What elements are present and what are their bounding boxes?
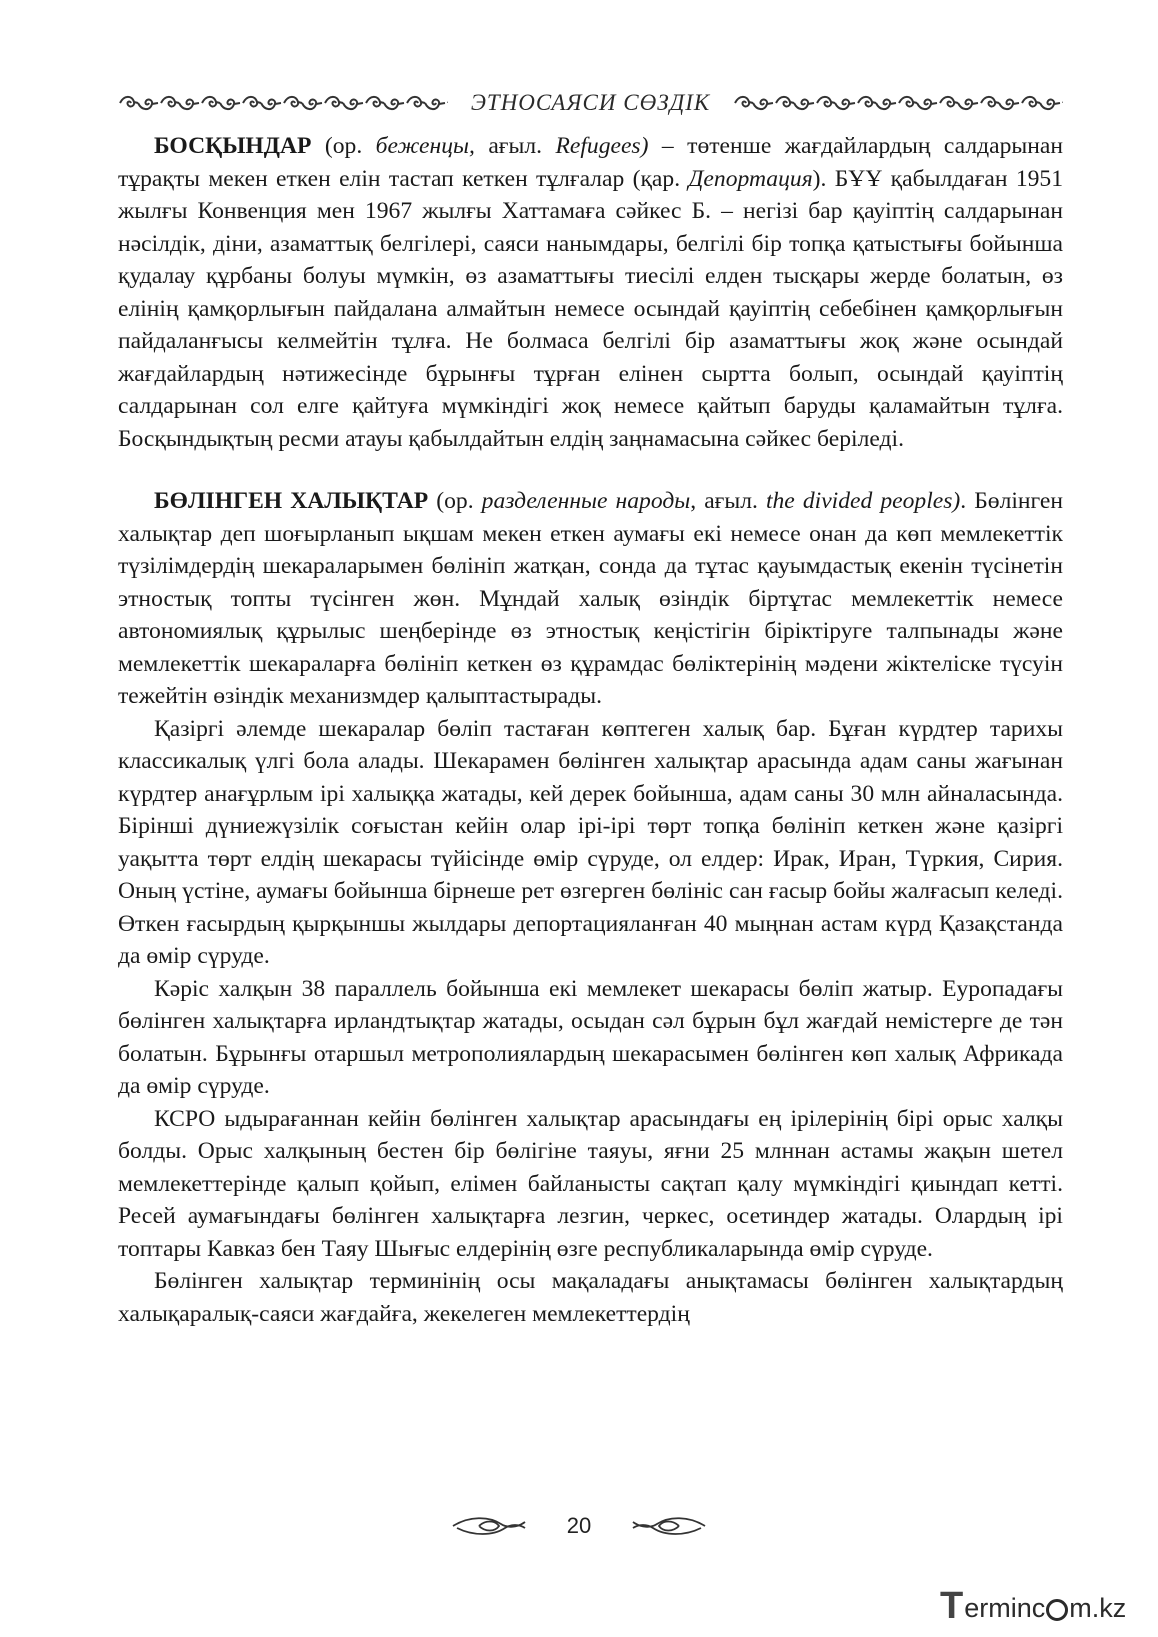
entry-refugees xyxy=(118,130,1063,455)
page-body xyxy=(118,130,1063,1330)
paragraph: КСРО ыдырағаннан кейін бөлінген халықтар арасындағы ең ірілерінің бірі орыс халқы болды. Орыс халқының бестен бір бөлігіне таяуы, яғни 25 млннан астамы жақын шетел мемлекеттерінде қалып қойып, елімен байланысты сақтап қалу мүмкіндігі қиындап кетті. Ресей аумағындағы бөлінген халықтарға лезгин, черкес, осетиндер жатады. Олардың ірі топтары Кавказ бен Таяу Шығыс елдерінің өзге республикаларында өмір сүруде. xyxy=(118,1105,1063,1262)
flourish-left-icon xyxy=(449,1514,529,1538)
watermark-text: m.kz xyxy=(1069,1592,1127,1623)
page-footer xyxy=(0,1508,1158,1544)
entry-text: ). БҰҰ қабылдаған 1951 жылғы Конвенция мен 1967 жылғы Хаттамаға сәйкес Б. – негізі бар қауіптің салдарынан нәсілдік, діни, азаматтық белгілері, саяси нанымдары, белгілі бір топқа қатыстығы бойынша қудалау құрбаны болуы мүмкін, өз азаматтығы тиесілі елден тысқары жерде болатын, өз елінің қамқорлығын пайдалана алмайтын немесе осындай қауіптің себебінен қамқорлығын пайдаланғысы келмейтін тұлға. Не болмаса белгілі бір азаматтығы жоқ және осындай жағдайлардың нәтижесінде бұрынғы тұрған елінен сыртта болып, осындай қауіптің салдарынан сол елге қайтуға мүмкіндігі жоқ немесе қайтып баруды қаламайтын тұлға. Босқындықтың ресми атауы қабылдайтын елдің заңнамасына сәйкес беріледі. xyxy=(118,165,1064,452)
entry-text: (ор. xyxy=(428,488,482,514)
paragraph: Бөлінген халықтар терминінің осы мақаладағы анықтамасы бөлінген халықтардың халықаралық-саяси жағдайға, жекелеген мемлекеттердің xyxy=(118,1268,1063,1327)
page-header xyxy=(118,88,1063,118)
page-number: 20 xyxy=(566,1513,592,1538)
entry-italic: Депортация xyxy=(688,165,813,192)
entry-text: (ор. xyxy=(311,133,376,159)
watermark-t: T xyxy=(940,1584,964,1627)
header-title: ЭТНОСАЯСИ СӨЗДІК xyxy=(470,90,711,115)
entry-text: – төтенше жағдайлардың салдарынан тұрақты мекен еткен елін тастап кеткен тұлғалар (қар. xyxy=(118,133,1063,192)
globe-icon xyxy=(1046,1599,1068,1621)
entry-text: , ағыл. xyxy=(690,488,766,514)
entry-text: ағыл. xyxy=(474,133,556,159)
ornament-right-icon xyxy=(733,93,1063,113)
paragraph: Кәріс халқын 38 параллель бойынша екі мемлекет шекарасы бөліп жатыр. Еуропадағы бөлінген халықтарға ирландтықтар жатады, осыдан сәл бұрын бұл жағдай немістерге де тән болатын. Бұрынғы отаршыл метрополиялардың шекарасымен бөлінген көп халық Африкада да өмір сүруде. xyxy=(118,975,1063,1099)
entry-italic: беженцы, xyxy=(375,133,475,159)
entry-italic: the divided peoples) xyxy=(765,488,961,514)
entry-italic: Refugees) xyxy=(555,133,649,159)
term-heading: БОСҚЫНДАР xyxy=(154,133,312,159)
entry-divided-peoples xyxy=(118,485,1063,713)
ornament-left-icon xyxy=(118,93,448,113)
paragraph: Қазіргі әлемде шекаралар бөліп тастаған көптеген халық бар. Бұған күрдтер тарихы классикалық үлгі бола алады. Шекарамен бөлінген халықтар арасында адам саны жағынан күрдтер анағұрлым ірі халыққа жатады, кей дерек бойынша, адам саны 30 млн айналасында. Бірінші дүниежүзілік соғыстан кейін олар ірі-ірі төрт топқа бөлініп кеткен және қазіргі уақытта төрт елдің шекарасы түйісінде өмір сүруде, ол елдер: Ирак, Иран, Түркия, Сирия. Оның үстіне, аумағы бойынша бірнеше рет өзгерген бөлініс сан ғасыр бойы жалғасып келеді. Өткен ғасырдың қырқыншы жылдары депортацияланған 40 мыңнан астам күрд Қазақстанда да өмір сүруде. xyxy=(118,715,1063,969)
flourish-right-icon xyxy=(629,1514,709,1538)
watermark-logo xyxy=(940,1584,1130,1628)
entry-text: . Бөлінген халықтар деп шоғырланып ықшам мекен еткен аумағы екі немесе онан да көп мемлекеттік түзілімдердің шекараларымен бөлініп жатқан, сонда да тұтас қауымдастық екенін түсінетін этностық топты түсінген жөн. Мұндай халық өзіндік біртұтас мемлекеттік немесе автономиялық құрылыс шеңберінде өз этностық кеңістігін біріктіруге талпынады және мемлекеттік шекараларға бөлініп кеткен өз құрамдас бөліктерінің мәдени жіктеліске түсуін тежейтін өзіндік механизмдер қалыптастырады. xyxy=(118,488,1064,709)
watermark-text: erminc xyxy=(964,1592,1046,1623)
entry-italic: разделенные народы xyxy=(481,488,691,514)
term-heading: БӨЛІНГЕН ХАЛЫҚТАР xyxy=(154,488,429,514)
